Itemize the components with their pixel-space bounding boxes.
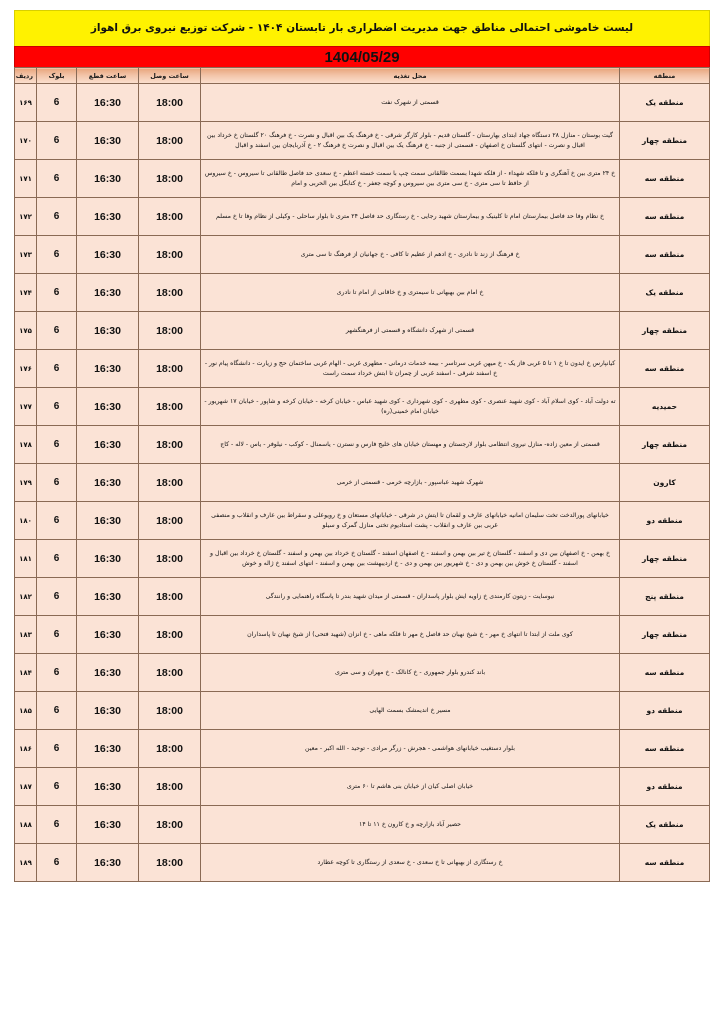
cell-block: 6 [37, 426, 77, 464]
cell-region: منطقه یک [620, 806, 710, 844]
date-banner [14, 46, 710, 67]
cell-region: منطقه پنج [620, 578, 710, 616]
table-row [15, 654, 710, 692]
cell-location: قسمتی از معین زاده- منازل نیروی انتظامی بلوار لارجستان و مهستان خیابان های خلیج فارس و نسترن - یاسمنال - کوکب - نیلوفر - یاس - لاله - کاج [201, 426, 620, 464]
cell-block: 6 [37, 806, 77, 844]
cell-region: منطقه دو [620, 502, 710, 540]
cell-block: 6 [37, 160, 77, 198]
cell-index: ۱۷۰ [15, 122, 37, 160]
cell-time-off: 16:30 [77, 616, 139, 654]
table-row [15, 350, 710, 388]
cell-location: شهرک شهید عباسپور - بازارچه خرمی - قسمتی از خرمی [201, 464, 620, 502]
table-row [15, 540, 710, 578]
cell-time-off: 16:30 [77, 122, 139, 160]
cell-region: منطقه چهار [620, 122, 710, 160]
table-row [15, 768, 710, 806]
cell-block: 6 [37, 84, 77, 122]
cell-index: ۱۸۴ [15, 654, 37, 692]
cell-region: منطقه چهار [620, 426, 710, 464]
cell-location: خ امام بین بهبهانی تا سیمتری و خ خاقانی از امام تا نادری [201, 274, 620, 312]
cell-index: ۱۷۴ [15, 274, 37, 312]
column-header-block[interactable]: بلوک [37, 68, 77, 84]
cell-index: ۱۷۱ [15, 160, 37, 198]
cell-region: منطقه یک [620, 84, 710, 122]
table-row [15, 160, 710, 198]
cell-time-off: 16:30 [77, 198, 139, 236]
cell-index: ۱۷۷ [15, 388, 37, 426]
cell-time-off: 16:30 [77, 464, 139, 502]
cell-location: بلوار دستغیب خیابانهای هواشمی - هجرش - زرگر مرادی - توحید - الله اکبر - معین [201, 730, 620, 768]
cell-location: نیوسایت - زیتون کارمندی خ زاویه ایش بلوار پاسداران - قسمتی از میدان شهید بندر تا پاسگاه راهنمایی و رانندگی [201, 578, 620, 616]
cell-time-on: 18:00 [139, 236, 201, 274]
cell-index: ۱۷۲ [15, 198, 37, 236]
table-row [15, 502, 710, 540]
cell-time-off: 16:30 [77, 692, 139, 730]
cell-time-off: 16:30 [77, 806, 139, 844]
cell-region: منطقه سه [620, 160, 710, 198]
title-banner [14, 10, 710, 46]
column-header-time-on[interactable]: ساعت وصل [139, 68, 201, 84]
cell-time-on: 18:00 [139, 388, 201, 426]
table-row [15, 426, 710, 464]
cell-time-off: 16:30 [77, 730, 139, 768]
cell-region: حمیدیه [620, 388, 710, 426]
cell-location: خ رستگاری از بهبهانی تا خ سعدی - خ سعدی از رستگاری تا کوچه عطارد [201, 844, 620, 882]
cell-index: ۱۸۸ [15, 806, 37, 844]
cell-time-off: 16:30 [77, 578, 139, 616]
table-row [15, 312, 710, 350]
cell-time-off: 16:30 [77, 502, 139, 540]
cell-time-on: 18:00 [139, 844, 201, 882]
schedule-date: 1404/05/29 [324, 48, 400, 66]
cell-time-on: 18:00 [139, 578, 201, 616]
cell-time-on: 18:00 [139, 616, 201, 654]
cell-region: منطقه چهار [620, 312, 710, 350]
cell-index: ۱۸۹ [15, 844, 37, 882]
cell-region: منطقه سه [620, 236, 710, 274]
cell-time-off: 16:30 [77, 350, 139, 388]
table-header [15, 68, 710, 84]
cell-location: خ ۲۴ متری بین خ آهنگری و تا فلکه شهداء - از فلکه شهدا بسمت طالقانی سمت چپ با سمت خسته اعظم - خ سعدی حد فاصل طالقانی تا سیروس - خ سیروس از حافظ تا سی متری - خ سی متری بین سیروس و کوچه جعفر - خ کتابگل بین الحربی و امام [201, 160, 620, 198]
table-row [15, 274, 710, 312]
cell-time-on: 18:00 [139, 768, 201, 806]
cell-index: ۱۷۵ [15, 312, 37, 350]
cell-block: 6 [37, 312, 77, 350]
cell-index: ۱۸۰ [15, 502, 37, 540]
cell-index: ۱۷۶ [15, 350, 37, 388]
cell-block: 6 [37, 844, 77, 882]
cell-block: 6 [37, 464, 77, 502]
cell-index: ۱۷۹ [15, 464, 37, 502]
cell-time-on: 18:00 [139, 540, 201, 578]
cell-time-on: 18:00 [139, 464, 201, 502]
cell-time-off: 16:30 [77, 426, 139, 464]
table-row [15, 616, 710, 654]
table-header-row [15, 68, 710, 84]
cell-time-off: 16:30 [77, 84, 139, 122]
cell-index: ۱۸۵ [15, 692, 37, 730]
table-row [15, 388, 710, 426]
cell-location: خ فرهنگ از زند تا نادری - خ ادهم از عظیم تا کافی - خ جهانیان از فرهنگ تا سی متری [201, 236, 620, 274]
cell-region: منطقه سه [620, 844, 710, 882]
cell-block: 6 [37, 616, 77, 654]
outage-schedule-table [14, 67, 710, 882]
cell-region: منطقه سه [620, 198, 710, 236]
cell-index: ۱۸۲ [15, 578, 37, 616]
cell-index: ۱۸۷ [15, 768, 37, 806]
table-row [15, 84, 710, 122]
cell-time-off: 16:30 [77, 654, 139, 692]
cell-region: منطقه دو [620, 692, 710, 730]
cell-time-off: 16:30 [77, 844, 139, 882]
cell-time-on: 18:00 [139, 806, 201, 844]
cell-time-off: 16:30 [77, 236, 139, 274]
cell-time-on: 18:00 [139, 502, 201, 540]
cell-time-on: 18:00 [139, 730, 201, 768]
cell-region: منطقه سه [620, 654, 710, 692]
cell-location: قسمتی از شهرک نفت [201, 84, 620, 122]
cell-region: کارون [620, 464, 710, 502]
cell-time-on: 18:00 [139, 122, 201, 160]
cell-block: 6 [37, 654, 77, 692]
cell-location: خیابان اصلی کیان از خیابان بنی هاشم تا ۶۰ متری [201, 768, 620, 806]
cell-location: ته دولت آباد - کوی اسلام آباد - کوی شهید عنصری - کوی مطهری - کوی شهرداری - کوی شهید عباس - خیابان کرخه - خیابان کرخه و شاپور - خیابان ۱۷ شهریور - خیابان امام خمینی(ره) [201, 388, 620, 426]
cell-block: 6 [37, 540, 77, 578]
cell-block: 6 [37, 388, 77, 426]
table-row [15, 236, 710, 274]
cell-index: ۱۸۱ [15, 540, 37, 578]
cell-block: 6 [37, 236, 77, 274]
cell-block: 6 [37, 350, 77, 388]
cell-block: 6 [37, 730, 77, 768]
cell-region: منطقه چهار [620, 616, 710, 654]
cell-block: 6 [37, 502, 77, 540]
cell-region: منطقه یک [620, 274, 710, 312]
cell-location: باند کندرو بلوار جمهوری - خ کانالک - خ مهران و سی متری [201, 654, 620, 692]
cell-region: منطقه سه [620, 730, 710, 768]
cell-block: 6 [37, 692, 77, 730]
cell-index: ۱۸۳ [15, 616, 37, 654]
table-row [15, 692, 710, 730]
cell-location: حصیر آباد بازارچه و خ کارون خ ۱۱ تا ۱۴ [201, 806, 620, 844]
table-row [15, 806, 710, 844]
table-row [15, 122, 710, 160]
page-title: لیست خاموشی احتمالی مناطق جهت مدیریت اضطراری بار تابستان ۱۴۰۴ - شرکت توزیع نیروی برق اهواز [90, 22, 634, 35]
cell-time-off: 16:30 [77, 768, 139, 806]
cell-block: 6 [37, 198, 77, 236]
cell-location: قسمتی از شهرک دانشگاه و قسمتی از فرهنگشهر [201, 312, 620, 350]
cell-time-on: 18:00 [139, 692, 201, 730]
cell-time-on: 18:00 [139, 654, 201, 692]
cell-time-on: 18:00 [139, 198, 201, 236]
cell-time-off: 16:30 [77, 274, 139, 312]
cell-time-off: 16:30 [77, 540, 139, 578]
cell-location: خیابانهای پورالدخت تخت سلیمان امانیه خیابانهای عارف و لقمان تا ایتش در شرقی - خیابانهای مستعان و خ رویوعلی و سقراط بین عارف و انقلاب و منصفی غربی بین عارف و انقلاب - پشت استادیوم تختی منازل گمرک و سیلو [201, 502, 620, 540]
table-row [15, 730, 710, 768]
cell-index: ۱۷۸ [15, 426, 37, 464]
cell-location: کوی ملت از ابتدا تا انتهای خ مهر - خ شیخ نهبان حد فاصل خ مهر تا فلکه ماهی - خ انزان (شهید فتحی) از شیخ نهبان تا پاسداران [201, 616, 620, 654]
cell-region: منطقه سه [620, 350, 710, 388]
cell-index: ۱۸۶ [15, 730, 37, 768]
table-row [15, 464, 710, 502]
cell-index: ۱۶۹ [15, 84, 37, 122]
cell-location: خ نظام وفا حد فاصل بیمارستان امام تا کلینیک و بیمارستان شهید رجایی - خ رستگاری حد فاصل ۲۴ متری تا بلوار ساحلی - وکیلی از نظام وفا تا خ مسلم [201, 198, 620, 236]
column-header-index[interactable]: ردیف [15, 68, 37, 84]
cell-region: منطقه دو [620, 768, 710, 806]
cell-time-on: 18:00 [139, 160, 201, 198]
cell-region: منطقه چهار [620, 540, 710, 578]
cell-location: خ بهمن - خ اصفهان بین دی و اسفند - گلستان خ تیر بین بهمن و اسفند - خ اصفهان اسفند - گلستان خ خرداد بین بهمن و اسفند - گلستان خ خرداد بین اقبال و اسفند - گلستان خ خوش بین بهمن و دی - خ شهریور بین بهمن و دی - خ اردیبهشت بین بهمن و اسفند - انتهای اسفند خ ژاله و خوش [201, 540, 620, 578]
cell-block: 6 [37, 122, 77, 160]
cell-time-on: 18:00 [139, 350, 201, 388]
cell-time-on: 18:00 [139, 312, 201, 350]
column-header-region[interactable]: منطقه [620, 68, 710, 84]
column-header-time-off[interactable]: ساعت قطع [77, 68, 139, 84]
cell-location: گیت بوستان - منازل ۲۸ دستگاه جهاد ابتدای بهارستان - گلستان قدیم - بلوار کارگر شرقی - خ فرهنگ یک بین اقبال و نصرت - خ فرهنگ ۲۰ گلستان خ خرداد بین اقبال و نصرت - انتهای گلستان خ اصفهان - قسمتی از جنبه - خ فرهنگ یک بین اقبال و نصرت خ فرهنگ ۲ - خ آذربایجان بین اسفند و اقبال [201, 122, 620, 160]
cell-block: 6 [37, 578, 77, 616]
cell-location: مسیر خ اندیمشک بسمت الهایی [201, 692, 620, 730]
table-row [15, 198, 710, 236]
cell-time-on: 18:00 [139, 426, 201, 464]
cell-time-on: 18:00 [139, 84, 201, 122]
column-header-location[interactable]: محل تغذیه [201, 68, 620, 84]
table-row [15, 578, 710, 616]
cell-index: ۱۷۳ [15, 236, 37, 274]
cell-time-on: 18:00 [139, 274, 201, 312]
cell-time-off: 16:30 [77, 388, 139, 426]
table-row [15, 844, 710, 882]
cell-time-off: 16:30 [77, 160, 139, 198]
cell-block: 6 [37, 768, 77, 806]
cell-block: 6 [37, 274, 77, 312]
cell-location: کیانپارس خ ایدون تا خ ۱ تا ۵ غربی فاز یک - خ میهن غربی سرتاسر - بیمه خدمات درمانی - مطهری غربی - الهام غربی ساختمان حج و زیارت - دانشگاه پیام نور - خ اسفند شرقی - اسفند غربی از چمران تا ابتش خرداد سمت راست [201, 350, 620, 388]
table-body [15, 84, 710, 882]
cell-time-off: 16:30 [77, 312, 139, 350]
